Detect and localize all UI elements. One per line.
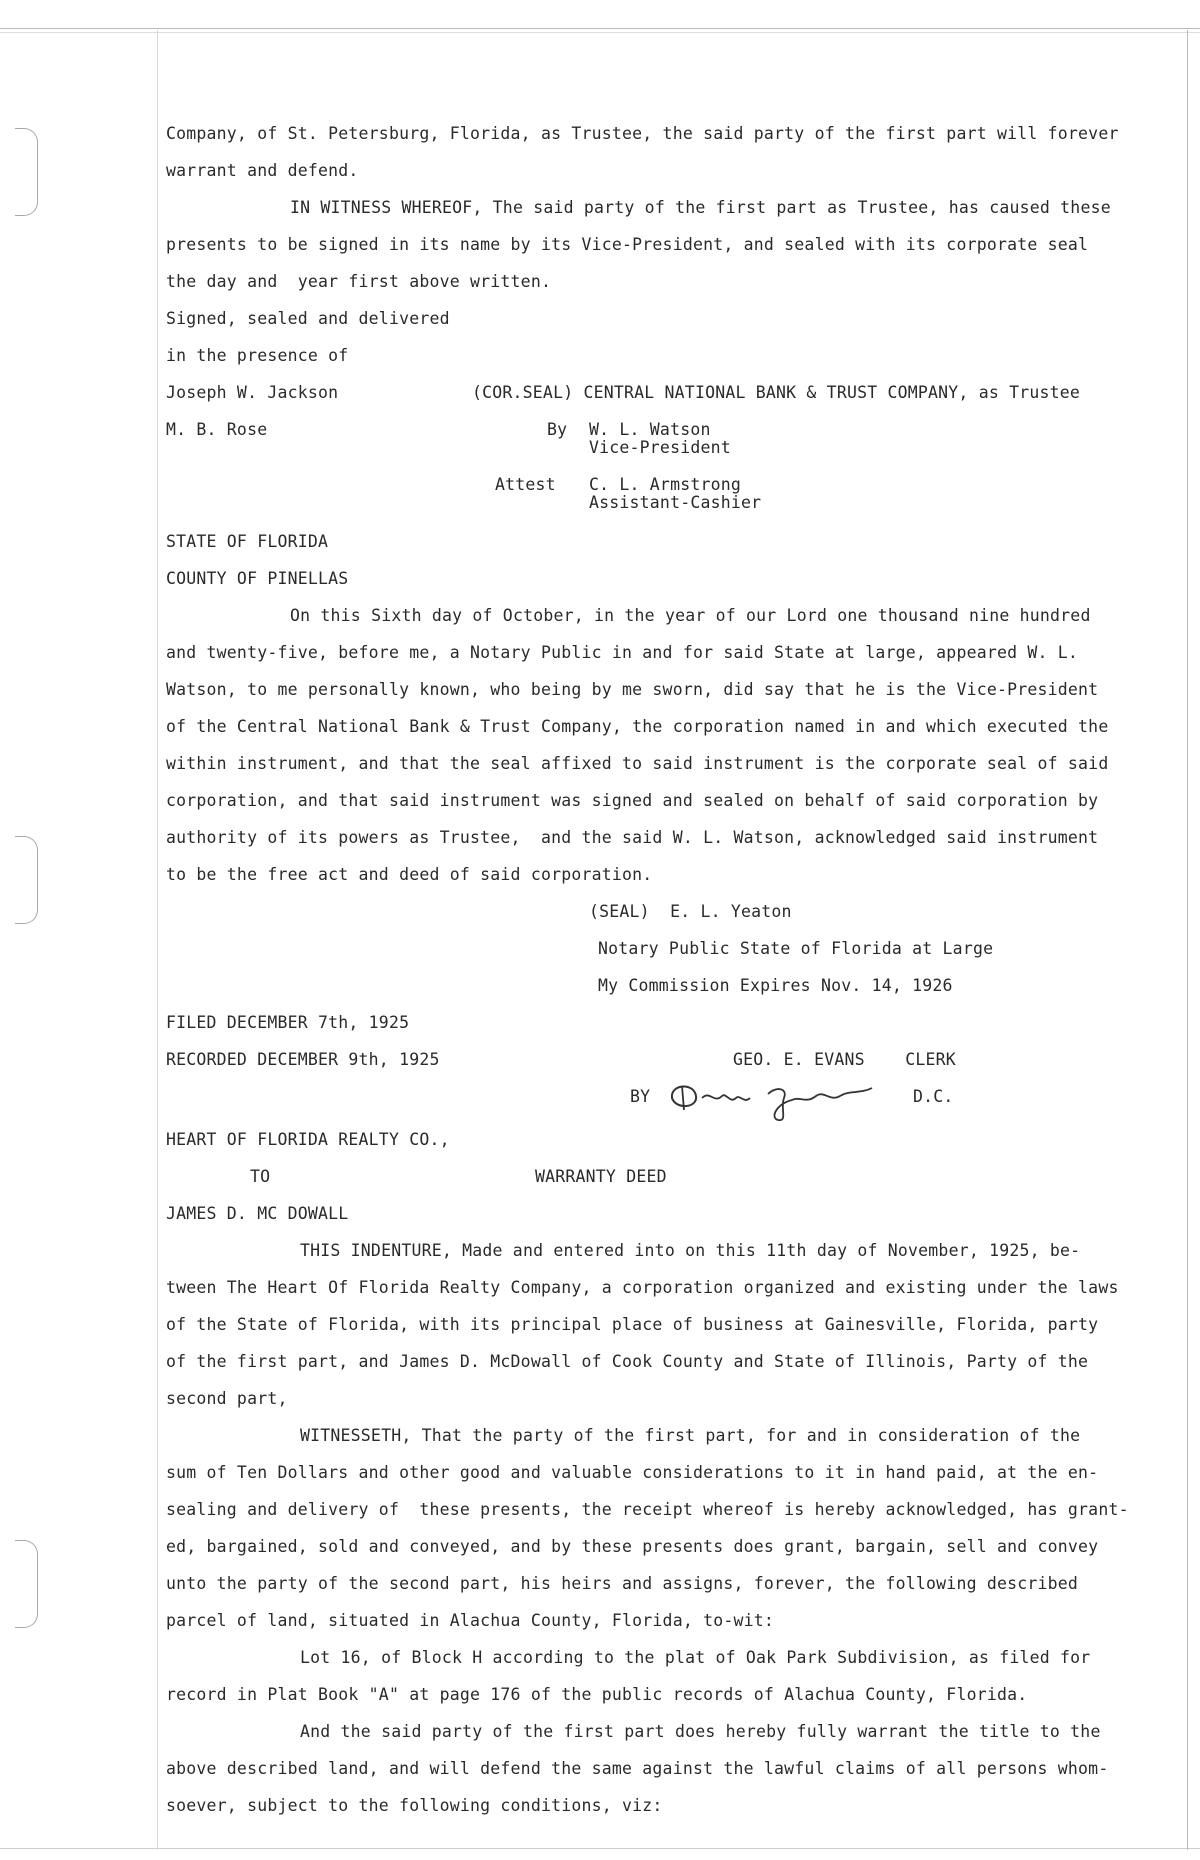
text-line: and twenty-five, before me, a Notary Public in and for said State at large, appeared W. L. bbox=[166, 643, 1079, 662]
recording-date: RECORDED DECEMBER 9th, 1925 bbox=[166, 1050, 440, 1069]
notary-seal-line: (SEAL) E. L. Yeaton bbox=[589, 902, 792, 921]
text-line: TO bbox=[250, 1167, 271, 1186]
grantee-name: JAMES D. MC DOWALL bbox=[166, 1204, 349, 1223]
text-line: to be the free act and deed of said corporation. bbox=[166, 865, 653, 884]
text-line: Notary Public State of Florida at Large bbox=[598, 939, 994, 958]
text-line: Watson, to me personally known, who being by me sworn, did say that he is the Vice-President bbox=[166, 680, 1099, 699]
signer-title: Assistant-Cashier bbox=[589, 493, 762, 512]
text-line: corporation, and that said instrument was signed and sealed on behalf of said corporation by bbox=[166, 791, 1099, 810]
text-line: sealing and delivery of these presents, the receipt whereof is hereby acknowledged, has grant- bbox=[166, 1500, 1129, 1519]
text-line: And the said party of the first part does hereby fully warrant the title to the bbox=[300, 1722, 1101, 1741]
text-line: ed, bargained, sold and conveyed, and by these presents does grant, bargain, sell and convey bbox=[166, 1537, 1099, 1556]
text-line: the day and year first above written. bbox=[166, 272, 552, 291]
text-line: D.C. bbox=[913, 1087, 954, 1106]
text-line: Signed, sealed and delivered bbox=[166, 309, 450, 328]
filing-date: FILED DECEMBER 7th, 1925 bbox=[166, 1013, 410, 1032]
left-margin-rule bbox=[157, 30, 158, 1850]
text-line: authority of its powers as Trustee, and the said W. L. Watson, acknowledged said instrument bbox=[166, 828, 1099, 847]
signer-name: W. L. Watson bbox=[589, 420, 711, 439]
text-line: sum of Ten Dollars and other good and valuable considerations to it in hand paid, at the en- bbox=[166, 1463, 1099, 1482]
text-line: of the State of Florida, with its principal place of business at Gainesville, Florida, party bbox=[166, 1315, 1099, 1334]
clerk-line: GEO. E. EVANS CLERK bbox=[733, 1050, 956, 1069]
text-line: COUNTY OF PINELLAS bbox=[166, 569, 349, 588]
signer-title: Vice-President bbox=[589, 438, 731, 457]
witness-name: Joseph W. Jackson bbox=[166, 383, 339, 402]
grantor-name: HEART OF FLORIDA REALTY CO., bbox=[166, 1130, 450, 1149]
text-line: record in Plat Book "A" at page 176 of the public records of Alachua County, Florida. bbox=[166, 1685, 1028, 1704]
binder-hole bbox=[15, 128, 38, 216]
text-line: of the first part, and James D. McDowall of Cook County and State of Illinois, Party of the bbox=[166, 1352, 1089, 1371]
text-line: Lot 16, of Block H according to the plat of Oak Park Subdivision, as filed for bbox=[300, 1648, 1091, 1667]
text-line: second part, bbox=[166, 1389, 288, 1408]
text-line: Attest bbox=[495, 475, 556, 494]
text-line: STATE OF FLORIDA bbox=[166, 532, 329, 551]
page-top-edge bbox=[0, 28, 1200, 33]
text-line: Company, of St. Petersburg, Florida, as Trustee, the said party of the first part will forever bbox=[166, 124, 1119, 143]
text-line: WITNESSETH, That the party of the first part, for and in consideration of the bbox=[300, 1426, 1081, 1445]
page-bottom-edge bbox=[0, 1848, 1200, 1849]
witness-name: M. B. Rose bbox=[166, 420, 268, 439]
text-line: in the presence of bbox=[166, 346, 349, 365]
text-line: IN WITNESS WHEREOF, The said party of the first part as Trustee, has caused these bbox=[290, 198, 1111, 217]
text-line: warrant and defend. bbox=[166, 161, 359, 180]
text-line: On this Sixth day of October, in the year of our Lord one thousand nine hundred bbox=[290, 606, 1091, 625]
text-line: My Commission Expires Nov. 14, 1926 bbox=[598, 976, 953, 995]
text-line: within instrument, and that the seal affixed to said instrument is the corporate seal of said bbox=[166, 754, 1109, 773]
text-line: BY bbox=[630, 1087, 651, 1106]
corporate-signature-line: (COR.SEAL) CENTRAL NATIONAL BANK & TRUST COMPANY, as Trustee bbox=[472, 383, 1081, 402]
right-page-edge bbox=[1187, 30, 1188, 1850]
deed-title: WARRANTY DEED bbox=[535, 1167, 667, 1186]
text-line: parcel of land, situated in Alachua County, Florida, to-wit: bbox=[166, 1611, 775, 1630]
binder-hole bbox=[15, 836, 38, 924]
text-line: of the Central National Bank & Trust Company, the corporation named in and which executed the bbox=[166, 717, 1109, 736]
text-line: presents to be signed in its name by its Vice-President, and sealed with its corporate seal bbox=[166, 235, 1089, 254]
signer-name: C. L. Armstrong bbox=[589, 475, 742, 494]
text-line: above described land, and will defend the same against the lawful claims of all persons whom- bbox=[166, 1759, 1109, 1778]
text-line: soever, subject to the following conditions, viz: bbox=[166, 1796, 663, 1815]
text-line: tween The Heart Of Florida Realty Company, a corporation organized and existing under the laws bbox=[166, 1278, 1119, 1297]
binder-hole bbox=[15, 1540, 38, 1628]
handwritten-signature bbox=[660, 1064, 890, 1124]
text-line: THIS INDENTURE, Made and entered into on this 11th day of November, 1925, be- bbox=[300, 1241, 1081, 1260]
text-line: unto the party of the second part, his heirs and assigns, forever, the following described bbox=[166, 1574, 1079, 1593]
text-line: By bbox=[547, 420, 568, 439]
